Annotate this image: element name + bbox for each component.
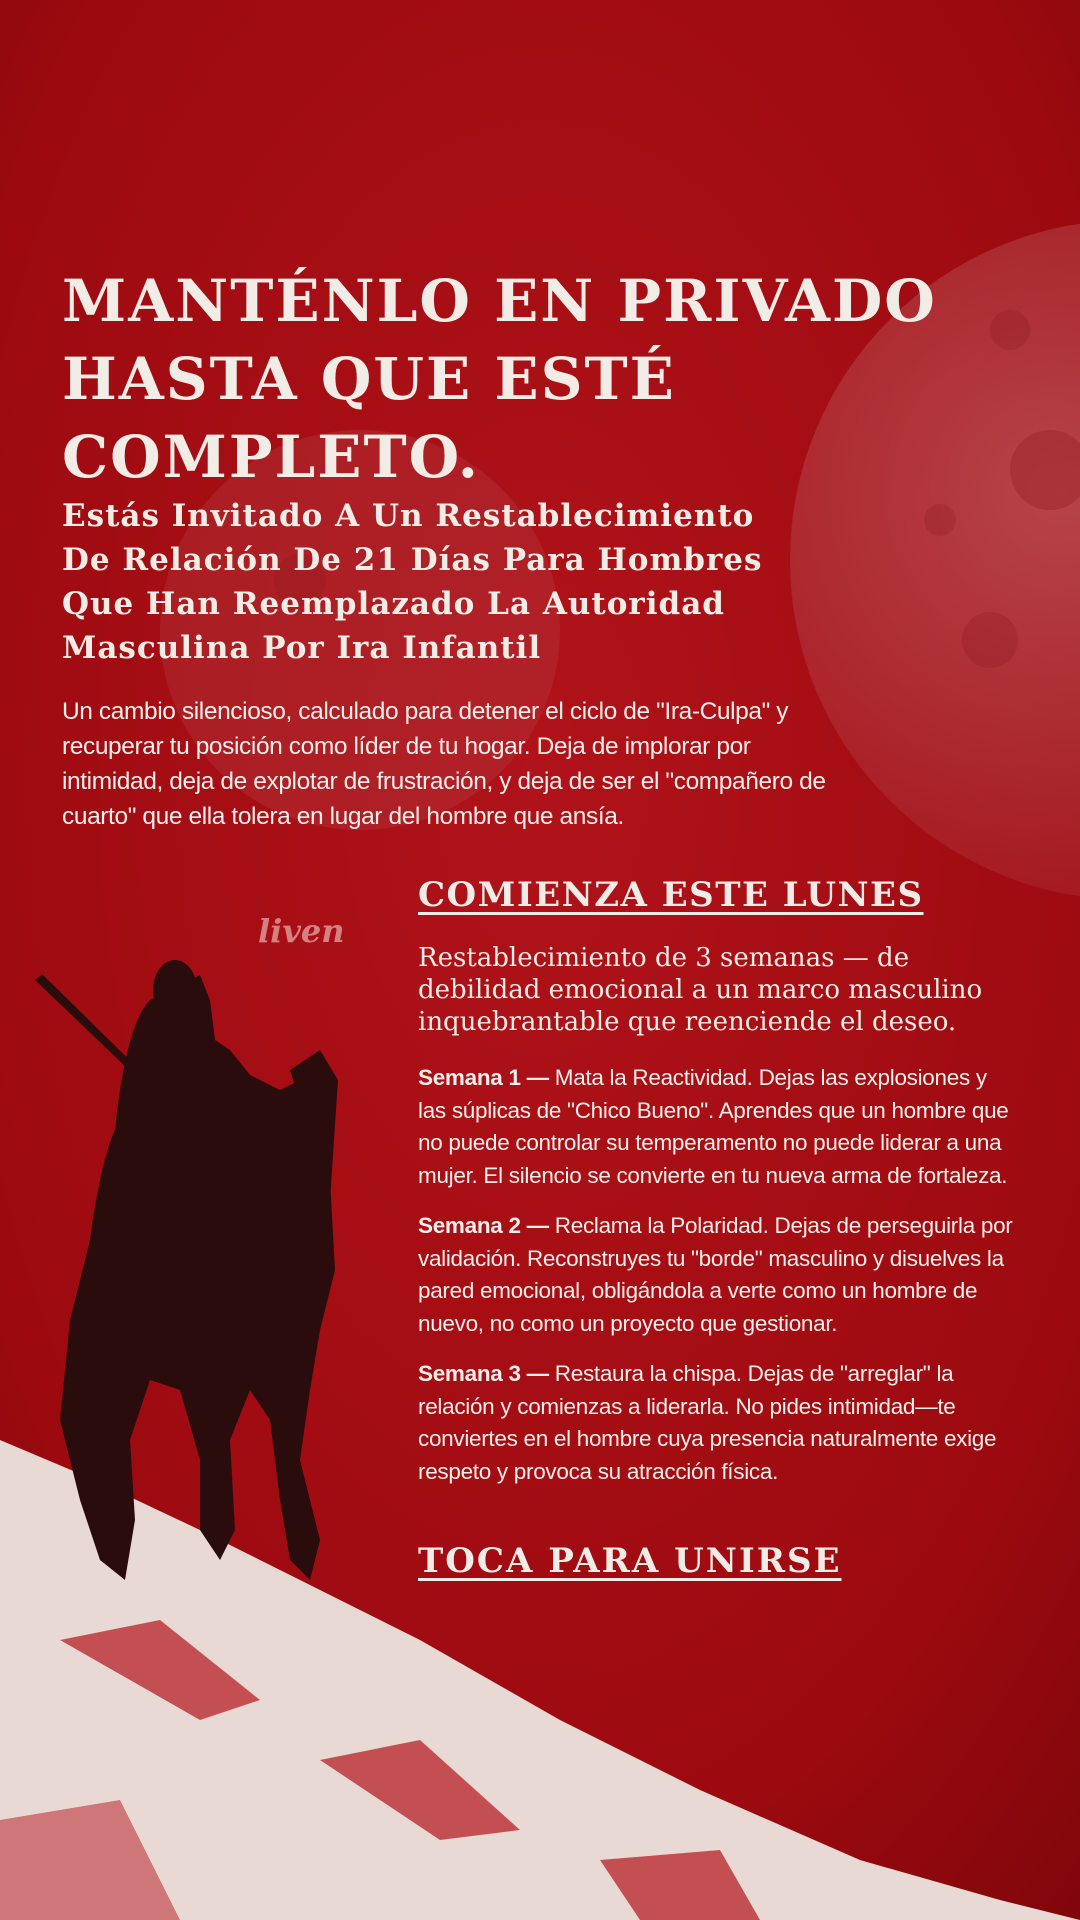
- week-2-item: [418, 1210, 1018, 1340]
- tagline: Restablecimiento de 3 semanas — de debilidad emocional a un marco masculino inquebrantable que reenciende el deseo.: [418, 943, 983, 1037]
- week-3-text: Restaura la chispa. Dejas de "arreglar" la relación y comienzas a liderarla. No pides intimidad—te conviertes en el hombre cuya presencia naturalmente exige respeto y provoca su atracción física.: [418, 1361, 997, 1484]
- week-3-label: Semana 3 —: [418, 1361, 549, 1386]
- subheadline: Estás Invitado A Un Restablecimiento De Relación De 21 Días Para Hombres Que Han Reemplazado La Autoridad Masculina Por Ira Infantil: [62, 498, 763, 666]
- join-button[interactable]: TOCA PARA UNIRSE: [418, 1541, 842, 1581]
- brand-logo: liven: [258, 912, 345, 950]
- start-heading: COMIENZA ESTE LUNES: [418, 875, 924, 915]
- headline: MANTÉNLO EN PRIVADO HASTA QUE ESTÉ COMPLETO.: [62, 267, 937, 491]
- weeks-list: [418, 1062, 1018, 1506]
- intro-paragraph: Un cambio silencioso, calculado para detener el ciclo de "Ira-Culpa" y recuperar tu posición como líder de tu hogar. Deja de implorar por intimidad, deja de explotar de frustración, y deja de ser el "compañero de cuarto" que ella tolera en lugar del hombre que ansía.: [62, 698, 826, 830]
- week-2-label: Semana 2 —: [418, 1213, 549, 1238]
- week-1-text: Mata la Reactividad. Dejas las explosiones y las súplicas de "Chico Bueno". Aprendes que un hombre que no puede controlar su temperamento no puede liderar a una mujer. El silencio se convierte en tu nueva arma de fortaleza.: [418, 1065, 1009, 1188]
- week-3-item: [418, 1358, 1018, 1488]
- week-2-text: Reclama la Polaridad. Dejas de perseguirla por validación. Reconstruyes tu "borde" masculino y disuelves la pared emocional, obligándola a verte como un hombre de nuevo, no como un proyecto que gestionar.: [418, 1213, 1013, 1336]
- week-1-item: [418, 1062, 1018, 1192]
- week-1-label: Semana 1 —: [418, 1065, 549, 1090]
